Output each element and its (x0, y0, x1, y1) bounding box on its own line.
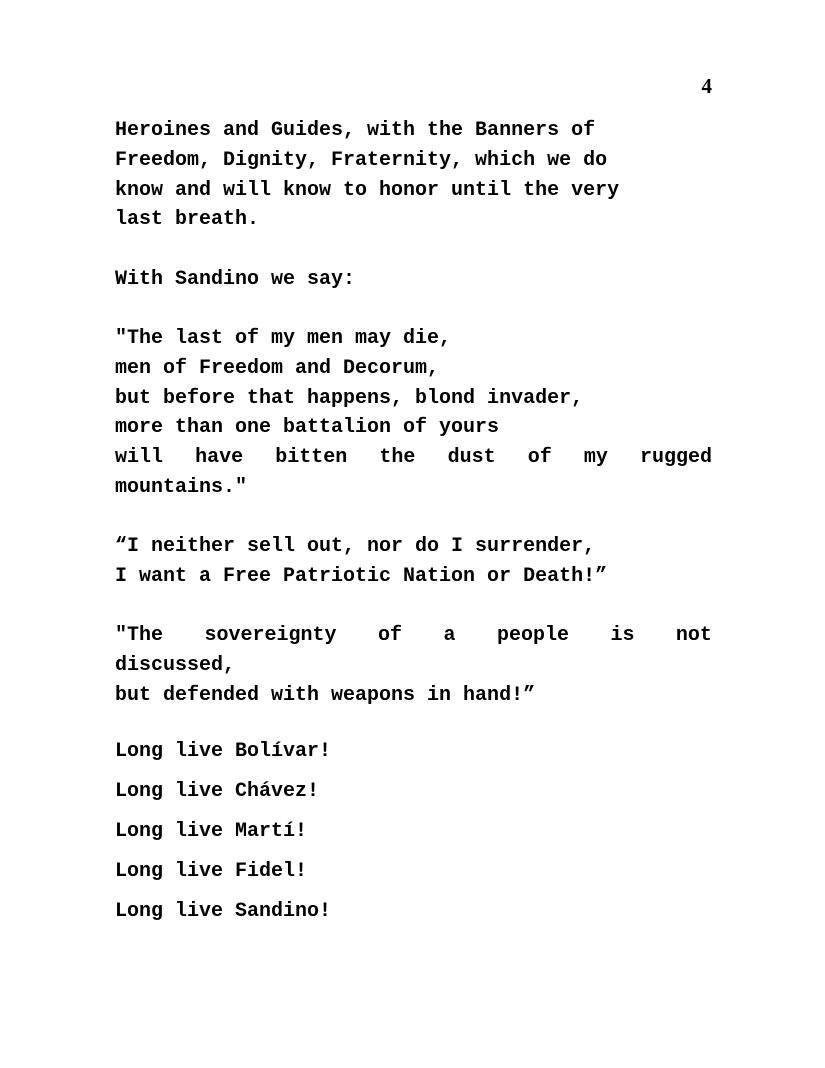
text-line: "The last of my men may die, (115, 327, 452, 350)
word: of (377, 624, 402, 647)
word: dust (447, 446, 496, 470)
word: of (527, 446, 552, 470)
text-line: With Sandino we say: (115, 268, 356, 291)
word: people (496, 624, 569, 647)
closing-line: Long live Sandino! (115, 900, 332, 923)
closing-line: Long live Bolívar! (115, 740, 332, 763)
paragraph-opening (115, 116, 712, 235)
text-line: Heroines and Guides, with the Banners of (115, 119, 596, 142)
justified-text-line (115, 621, 712, 651)
word: sovereignty (204, 624, 337, 647)
text-line: discussed, (115, 653, 236, 677)
quote-sandino-1 (115, 324, 712, 503)
text-line: “I neither sell out, nor do I surrender, (115, 535, 596, 558)
text-line: last breath. (115, 208, 260, 232)
word: the (379, 446, 416, 470)
word: a (443, 624, 456, 647)
word: my (583, 446, 608, 470)
text-line: men of Freedom and Decorum, (115, 356, 440, 380)
word: will (115, 446, 164, 470)
word: rugged (639, 446, 712, 470)
text-line: know and will know to honor until the very (115, 178, 620, 202)
text-line: but before that happens, blond invader, (115, 386, 584, 410)
closing-line: Long live Chávez! (115, 780, 320, 803)
word: "The (115, 624, 164, 647)
text-line: Freedom, Dignity, Fraternity, which we do (115, 148, 608, 172)
text-line: I want a Free Patriotic Nation or Death!” (115, 564, 608, 588)
word: bitten (275, 446, 348, 470)
text-line: but defended with weapons in hand!” (115, 683, 536, 707)
closing-line: Long live Martí! (115, 820, 308, 843)
text-line: mountains." (115, 475, 248, 499)
paragraph-intro (115, 265, 712, 295)
word: not (675, 624, 712, 647)
quote-sandino-2 (115, 532, 712, 592)
word: is (610, 624, 635, 647)
text-line: more than one battalion of yours (115, 416, 500, 440)
quote-sandino-3 (115, 621, 712, 710)
justified-text-line (115, 443, 712, 473)
closing-line: Long live Fidel! (115, 860, 308, 883)
page-number: 4 (701, 74, 712, 98)
word: have (195, 446, 244, 470)
